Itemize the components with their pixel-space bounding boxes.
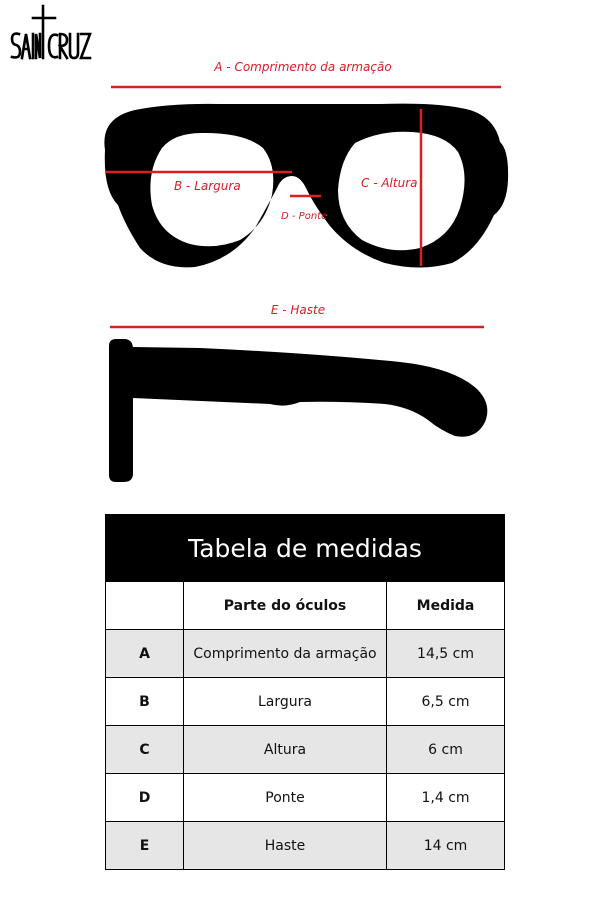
table-title: Tabela de medidas [106, 515, 505, 582]
front-frame [104, 104, 508, 268]
row-key: A [106, 630, 184, 678]
row-value: 6 cm [387, 726, 505, 774]
side-temple [109, 339, 487, 482]
row-value: 14,5 cm [387, 630, 505, 678]
table-row [106, 822, 505, 870]
table-row [106, 774, 505, 822]
header-key [106, 582, 184, 630]
header-value: Medida [387, 582, 505, 630]
row-value: 6,5 cm [387, 678, 505, 726]
table-row [106, 678, 505, 726]
row-part: Altura [184, 726, 387, 774]
row-value: 14 cm [387, 822, 505, 870]
row-part: Haste [184, 822, 387, 870]
label-bridge: D - Ponte [281, 211, 328, 222]
row-part: Comprimento da armação [184, 630, 387, 678]
row-value: 1,4 cm [387, 774, 505, 822]
row-key: B [106, 678, 184, 726]
row-key: D [106, 774, 184, 822]
table-header-row [106, 582, 505, 630]
row-part: Largura [184, 678, 387, 726]
row-key: E [106, 822, 184, 870]
label-temple: E - Haste [270, 303, 326, 317]
table-row [106, 726, 505, 774]
header-part: Parte do óculos [184, 582, 387, 630]
label-width: B - Largura [174, 179, 241, 193]
row-key: C [106, 726, 184, 774]
label-height: C - Altura [361, 176, 418, 190]
measurements-table [105, 514, 505, 870]
label-frame-length: A - Comprimento da armação [214, 60, 392, 74]
row-part: Ponte [184, 774, 387, 822]
table-row [106, 630, 505, 678]
